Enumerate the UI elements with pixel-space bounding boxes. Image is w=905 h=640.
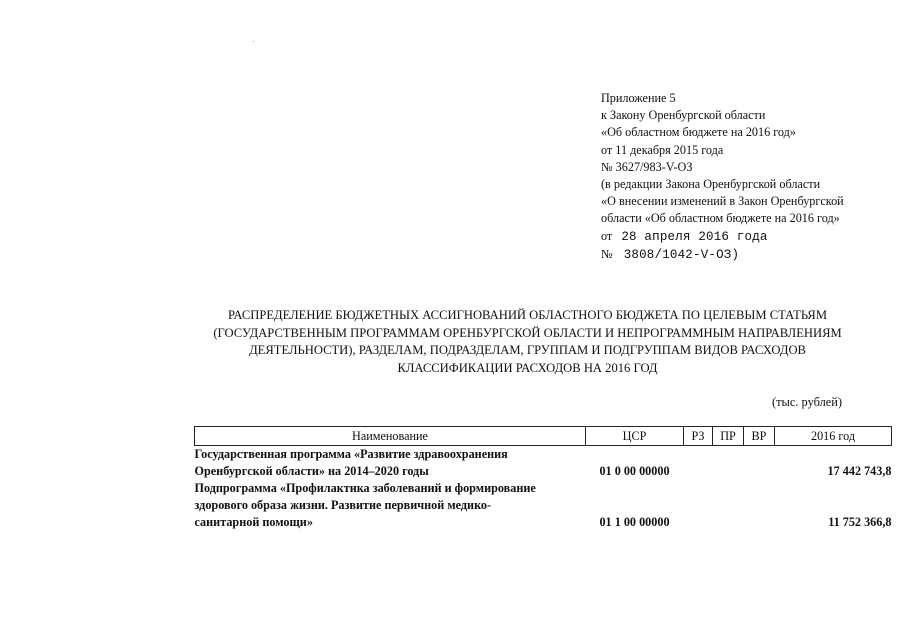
amendment-number: 3808/1042-V-ОЗ): [623, 247, 740, 262]
appendix-line: к Закону Оренбургской области: [601, 108, 766, 123]
appendix-note: [601, 90, 844, 264]
row-amount: 17 442 743,8: [827, 464, 892, 478]
units-label: (тыс. рублей): [772, 395, 843, 409]
row-name-line: Оренбургской области» на 2014–2020 годы: [194, 464, 429, 478]
header-vr: ВР: [744, 427, 775, 446]
row-amount: 11 752 366,8: [828, 515, 892, 529]
row-name-line: здорового образа жизни. Развитие первичной медико-: [194, 498, 492, 512]
title-line: РАСПРЕДЕЛЕНИЕ БЮДЖЕТНЫХ АССИГНОВАНИЙ ОБЛАСТНОГО БЮДЖЕТА ПО ЦЕЛЕВЫМ СТАТЬЯМ: [227, 308, 828, 322]
title-line: КЛАССИФИКАЦИИ РАСХОДОВ НА 2016 ГОД: [397, 360, 658, 375]
row-name-line: санитарной помощи»: [194, 515, 313, 529]
amendment-number-line: [601, 246, 844, 264]
row-name-line: Государственная программа «Развитие здравоохранения: [194, 447, 508, 461]
title-line: (ГОСУДАРСТВЕННЫМ ПРОГРАММАМ ОРЕНБУРГСКОЙ ОБЛАСТИ И НЕПРОГРАММНЫМ НАПРАВЛЕНИЯМ: [213, 325, 842, 340]
row-pr: [713, 446, 744, 481]
row-name: [195, 480, 586, 531]
row-name: [195, 446, 586, 481]
table-row: [195, 446, 892, 481]
row-rz: [684, 446, 713, 481]
table-header-row: [195, 427, 892, 446]
document-title: [195, 307, 860, 377]
appendix-line: «О внесении изменений в Закон Оренбургской: [601, 194, 844, 209]
amendment-date-line: [601, 228, 844, 246]
table-row: [195, 480, 892, 531]
appendix-line: области «Об областном бюджете на 2016 год»: [601, 211, 840, 226]
amendment-date: 28 апреля 2016 года: [621, 229, 768, 244]
row-rz: [684, 480, 713, 531]
title-line: ДЕЯТЕЛЬНОСТИ), РАЗДЕЛАМ, ПОДРАЗДЕЛАМ, ГРУППАМ И ПОДГРУППАМ ВИДОВ РАСХОДОВ: [249, 343, 806, 358]
scan-speck: [253, 41, 254, 42]
appendix-line: Приложение 5: [601, 91, 676, 105]
header-rz: РЗ: [684, 427, 713, 446]
header-year: 2016 год: [775, 427, 892, 446]
row-vr: [744, 480, 775, 531]
appendix-line: от 11 декабря 2015 года: [601, 142, 724, 157]
row-pr: [713, 480, 744, 531]
header-pr: ПР: [713, 427, 744, 446]
header-csr: ЦСР: [586, 427, 684, 446]
budget-table: [194, 426, 892, 531]
amendment-date-prefix: от: [601, 228, 613, 243]
row-name-line: Подпрограмма «Профилактика заболеваний и формирование: [194, 481, 536, 495]
header-name: Наименование: [195, 427, 586, 446]
amendment-number-prefix: №: [601, 246, 613, 261]
appendix-line: № 3627/983-V-ОЗ: [601, 159, 693, 174]
appendix-line: (в редакции Закона Оренбургской области: [601, 177, 821, 192]
row-csr: 01 1 00 00000: [599, 515, 670, 529]
appendix-line: «Об областном бюджете на 2016 год»: [601, 125, 796, 140]
row-vr: [744, 446, 775, 481]
row-csr: 01 0 00 00000: [599, 464, 670, 478]
